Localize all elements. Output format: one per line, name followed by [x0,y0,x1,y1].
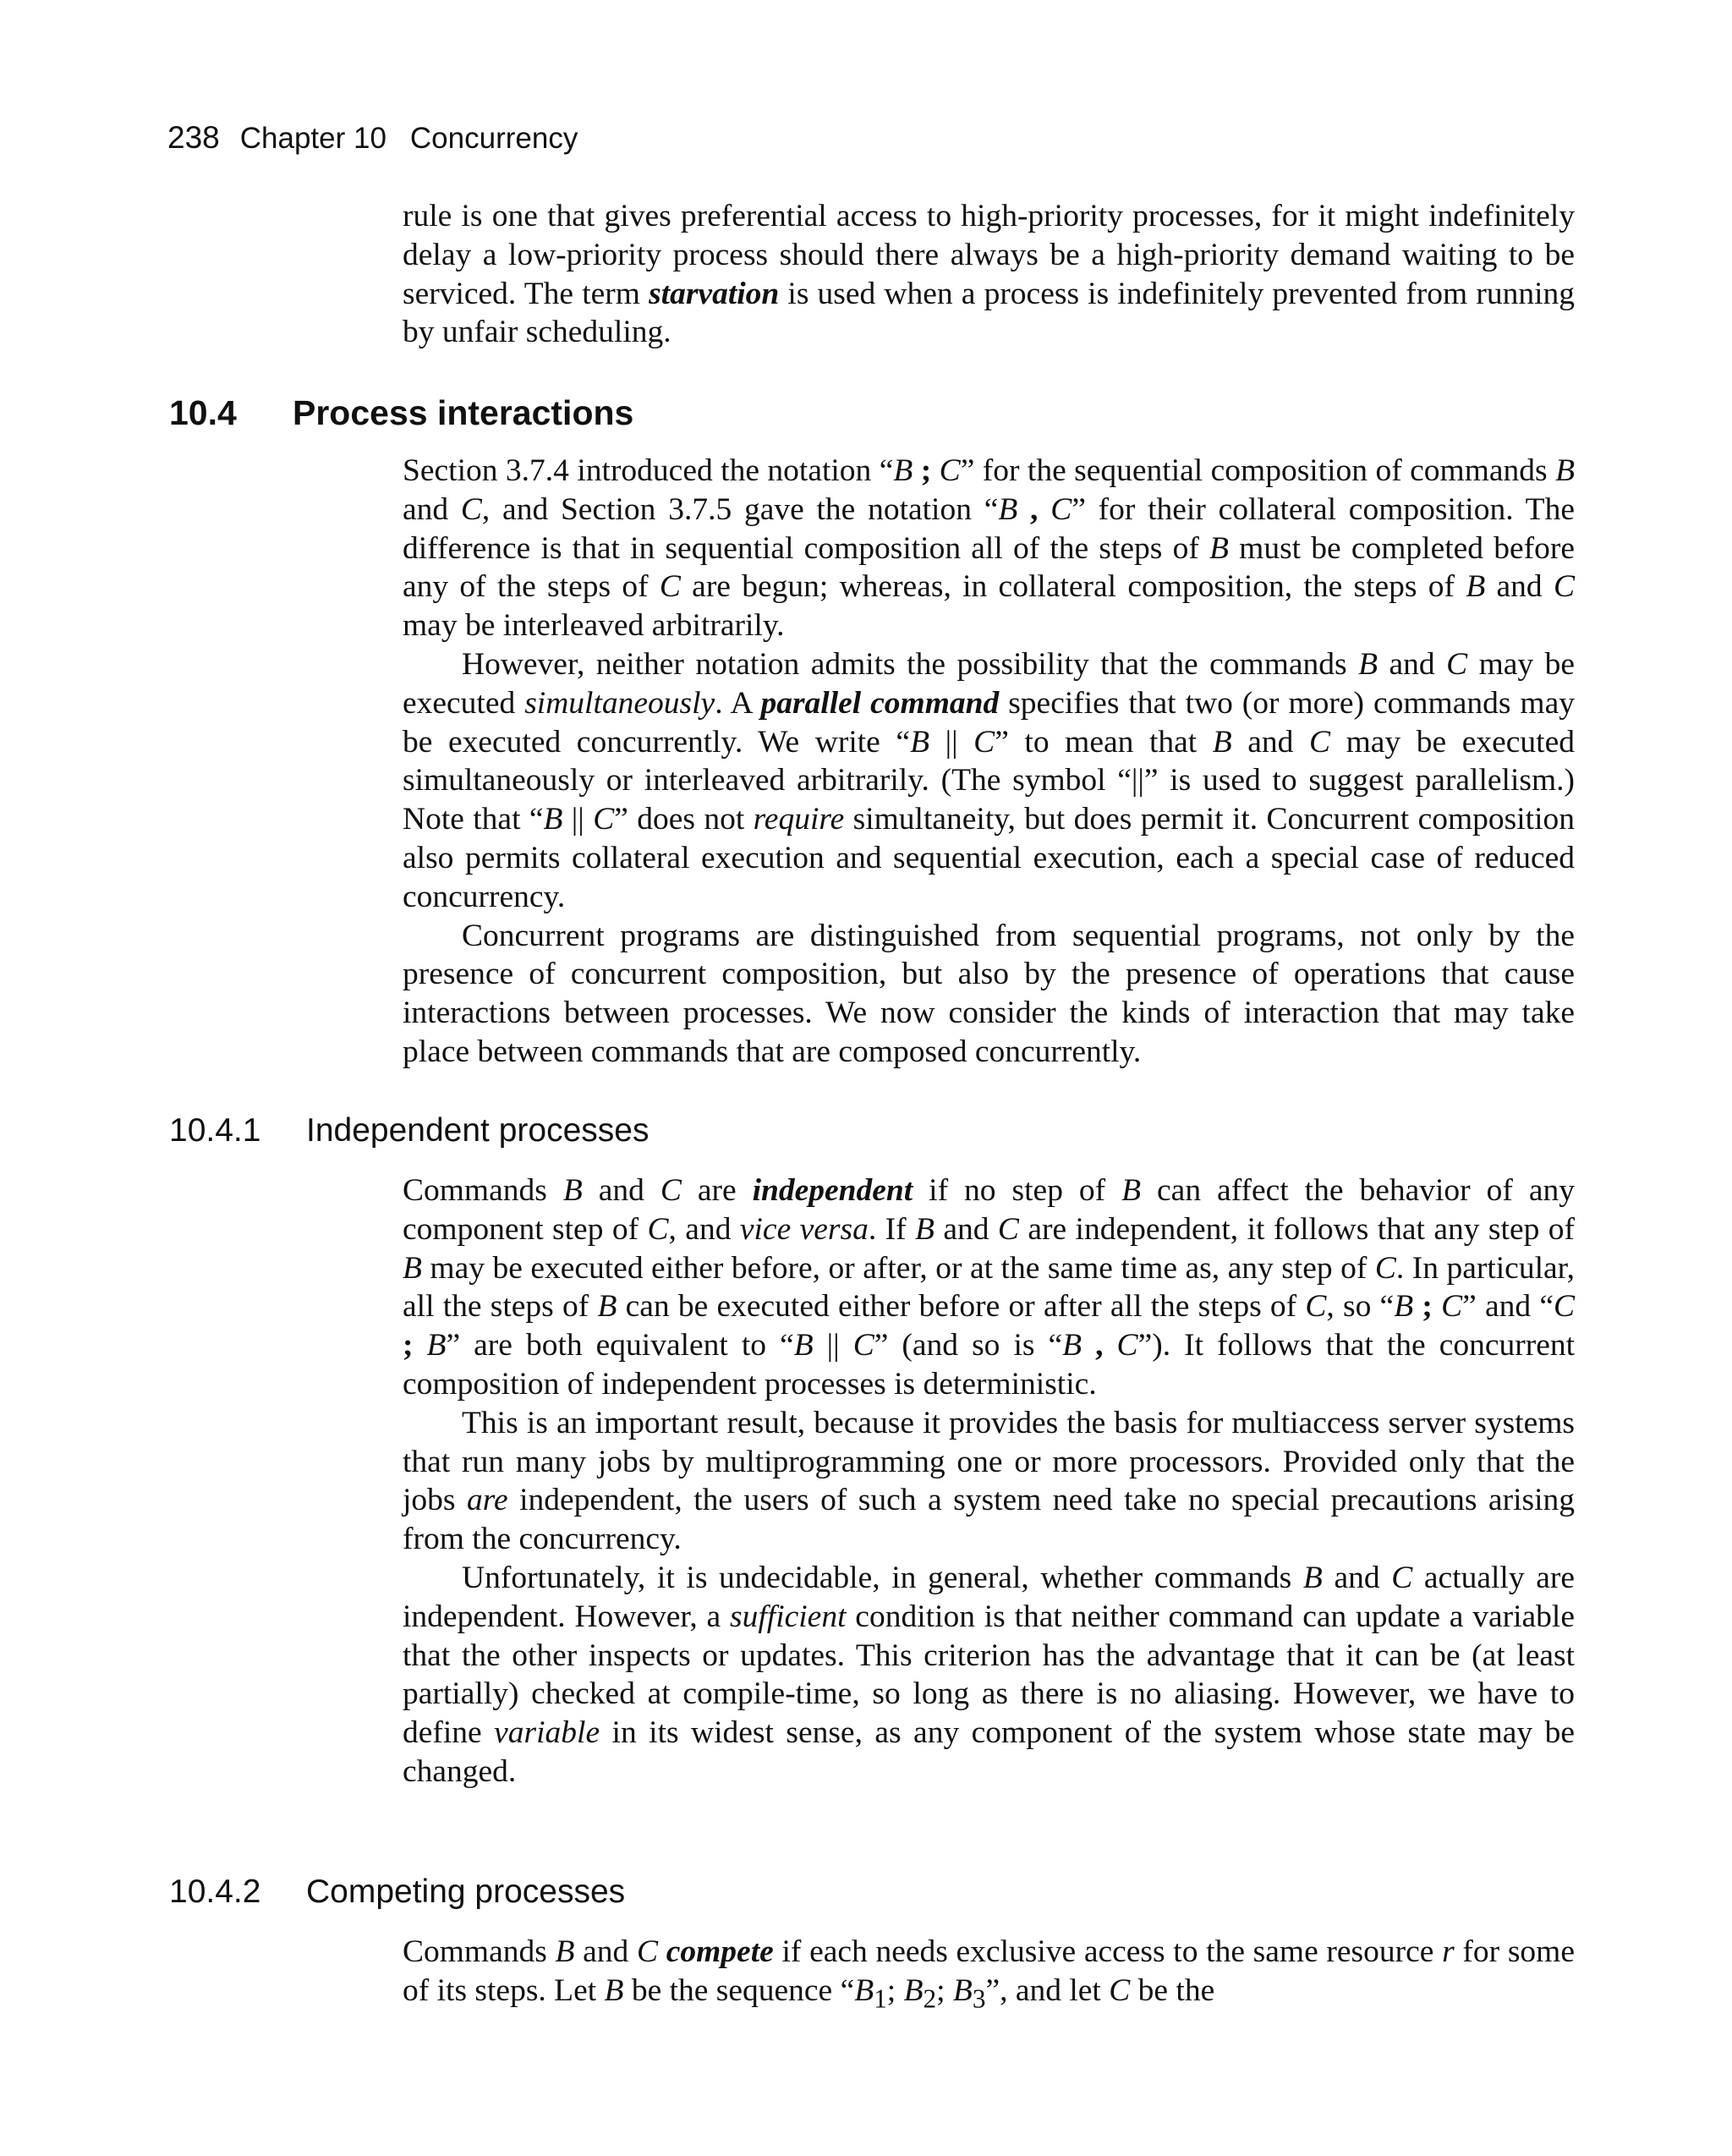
term-starvation: starvation [649,276,780,311]
subsection-heading-10-4-1 [169,1112,649,1149]
subsection-title: Competing processes [306,1873,626,1910]
intro-block [403,197,1575,352]
section-heading-10-4 [169,393,633,433]
paragraph: Section 3.7.4 introduced the notation “B ; C” for the sequential composition of commands B and C, and Section 3.7.5 gave the notation “B , C” for their collateral composition. The difference is that in sequential composition all of the steps of B must be completed before any of the steps of C are begun; whereas, in collateral composition, the steps of B and C may be interleaved arbitrarily. [403,453,1575,644]
section-number: 10.4 [169,393,237,432]
paragraph: However, neither notation admits the possibility that the commands B and C may be executed simultaneously. A parallel command specifies that two (or more) commands may be executed concurrently. We write “B || C” to mean that B and C may be executed simultaneously or interleaved arbitrarily. (The symbol “||” is used to suggest parallelism.) Note that “B || C” does not require simultaneity, but does permit it. Concurrent composition also permits collateral execution and sequential execution, each a special case of reduced concurrency. [403,646,1575,914]
section-10-4-body [403,452,1575,1072]
paragraph: This is an important result, because it provides the basis for multiaccess server systems that run many jobs by multiprogramming one or more processors. Provided only that the jobs are independent, the users of such a system need take no special precautions arising from the concurrency. [403,1405,1575,1557]
page-number: 238 [167,120,220,155]
running-header [167,120,578,156]
paragraph: Concurrent programs are distinguished from sequential programs, not only by the presence of concurrent composition, but also by the presence of operations that cause interactions between processes. We now consider the kinds of interaction that may take place between commands that are composed concurrently. [403,918,1575,1069]
section-title: Process interactions [293,393,634,432]
subsection-number: 10.4.2 [169,1873,261,1910]
subsection-number: 10.4.1 [169,1112,261,1149]
subsection-heading-10-4-2 [169,1873,625,1911]
chapter-title: Concurrency [409,122,578,155]
subsection-title: Independent processes [306,1112,650,1149]
paragraph: Commands B and C are independent if no step of B can affect the behavior of any component step of C, and vice versa. If B and C are independent, it follows that any step of B may be executed either before, or after, or at the same time as, any step of C. In particular, all the steps of B can be executed either before or after all the steps of C, so “B ; C” and “C ; B” are both equivalent to “B || C” (and so is “B , C”). It follows that the concurrent composition of independent processes is deterministic. [403,1173,1576,1402]
term-independent: independent [752,1173,913,1208]
term-compete: compete [666,1934,774,1969]
paragraph: Commands B and C compete if each needs exclusive access to the same resource r for some of its steps. Let B be the sequence “$B_1$; $B_2$; $B_3$”, and let C be the [403,1934,1575,2014]
section-10-4-1-body [403,1171,1575,1791]
section-10-4-2-body [403,1933,1575,2018]
paragraph: Unfortunately, it is undecidable, in general, whether commands B and C actually are independent. However, a sufficient condition is that neither command can update a variable that the other inspects or updates. This criterion has the advantage that it can be (at least partially) checked at compile-time, so long as there is no aliasing. However, we have to define variable in its widest sense, as any component of the system whose state may be changed. [403,1560,1576,1789]
intro-paragraph: rule is one that gives preferential access to high-priority processes, for it might indefinitely delay a low-priority process should there always be a high-priority demand waiting to be serviced. The term starvation is used when a process is indefinitely prevented from running by unfair scheduling. [403,199,1575,350]
term-parallel-command: parallel command [760,685,1000,721]
chapter-label: Chapter 10 [239,122,386,155]
